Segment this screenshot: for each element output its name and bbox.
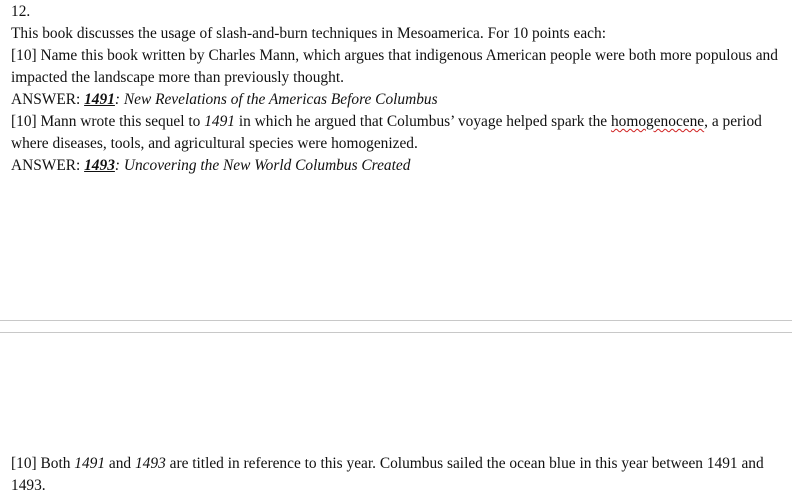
part2-prompt xyxy=(11,111,781,155)
question-leadin: This book discusses the usage of slash-and-burn techniques in Mesoamerica. For 10 points each: xyxy=(11,25,606,42)
part2-prompt-d: , a period where diseases, tools, and agricultural species were homogenized. xyxy=(11,113,762,152)
part3-prompt-b: 1491 xyxy=(74,455,106,472)
part2-answer-label: ANSWER: xyxy=(11,157,85,174)
spellcheck-flagged-word[interactable]: homogenocene xyxy=(610,113,705,130)
page-2-text xyxy=(11,453,781,497)
page-1-text xyxy=(11,1,781,177)
part2-answer-main: 1493 xyxy=(84,157,115,174)
part3-prompt-c: and xyxy=(105,455,135,472)
part1-answer-line xyxy=(11,89,781,111)
part2-answer-rest: : Uncovering the New World Columbus Created xyxy=(114,157,411,174)
page-break-divider xyxy=(0,320,792,333)
part2-prompt-b: 1491 xyxy=(204,113,235,130)
part2-prompt-c: in which he argued that Columbus’ voyage helped spark the xyxy=(234,113,611,130)
document-page-2 xyxy=(0,333,792,497)
part3-prompt-d: 1493 xyxy=(134,455,166,472)
question-number: 12. xyxy=(11,3,31,20)
part1-answer-rest: : New Revelations of the Americas Before Columbus xyxy=(114,91,438,108)
part3-prompt-a: [10] Both xyxy=(11,455,75,472)
part2-prompt-a: [10] Mann wrote this sequel to xyxy=(11,113,205,130)
part2-answer-line xyxy=(11,155,781,177)
part1-answer-main: 1491 xyxy=(84,91,115,108)
part1-prompt: [10] Name this book written by Charles Mann, which argues that indigenous American people were both more populous and impacted the landscape more than previously thought. xyxy=(11,47,778,86)
part3-prompt-e: are titled in reference to this year. Columbus sailed the ocean blue in this year between 1491 and 1493. xyxy=(11,455,764,494)
part1-answer-label: ANSWER: xyxy=(11,91,85,108)
part3-prompt xyxy=(11,453,781,497)
